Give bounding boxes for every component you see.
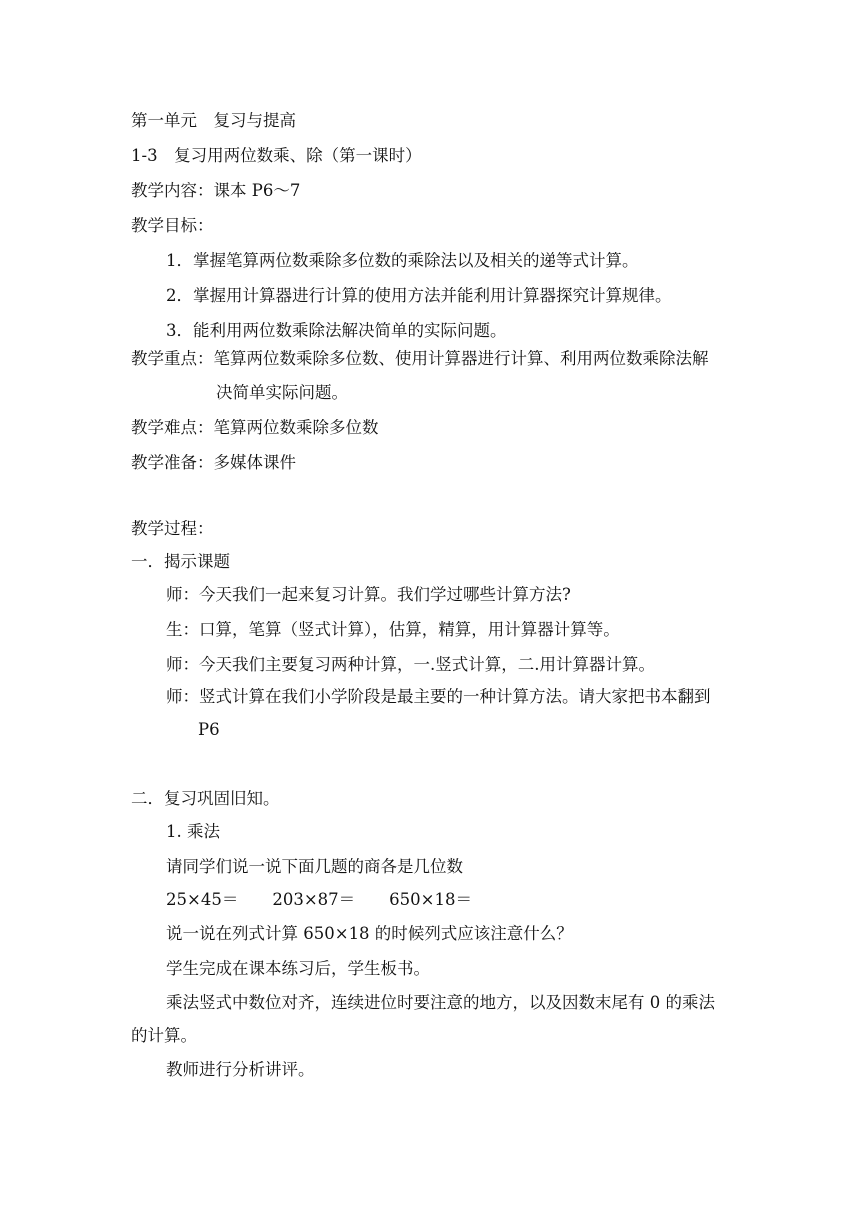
teaching-content: 教学内容：课本 P6～7 xyxy=(131,181,301,200)
note-line-1: 乘法竖式中数位对齐，连续进位时要注意的地方，以及因数末尾有 0 的乘法 xyxy=(166,993,715,1012)
dialogue-line-1: 师：今天我们一起来复习计算。我们学过哪些计算方法? xyxy=(166,585,571,604)
dialogue-line-4: 师：竖式计算在我们小学阶段是最主要的一种计算方法。请大家把书本翻到 xyxy=(166,687,711,706)
question-line: 说一说在列式计算 650×18 的时候列式应该注意什么？ xyxy=(166,924,573,943)
difficult-points: 教学难点：笔算两位数乘除多位数 xyxy=(131,418,379,437)
teacher-line: 教师进行分析讲评。 xyxy=(166,1060,315,1079)
dialogue-line-3: 师：今天我们主要复习两种计算，一.竖式计算，二.用计算器计算。 xyxy=(166,655,655,674)
teaching-preparation: 教学准备：多媒体课件 xyxy=(131,453,296,472)
problem-2: 203×87＝ xyxy=(272,890,356,909)
unit-title: 第一单元 复习与提高 xyxy=(131,111,296,130)
sub-heading-multiplication: 1. 乘法 xyxy=(166,822,220,841)
goals-heading: 教学目标： xyxy=(131,216,214,235)
section-1-heading: 一．揭示课题 xyxy=(131,552,230,571)
section-2-heading: 二．复习巩固旧知。 xyxy=(131,789,280,808)
problem-3: 650×18＝ xyxy=(389,890,472,909)
goal-item-2: 2．掌握用计算器进行计算的使用方法并能利用计算器探究计算规律。 xyxy=(166,286,672,305)
note-line-2: 的计算。 xyxy=(131,1026,197,1045)
key-points-line-1: 教学重点：笔算两位数乘除多位数、使用计算器进行计算、利用两位数乘除法解 xyxy=(131,349,709,368)
lesson-title: 1-3 复习用两位数乘、除（第一课时） xyxy=(131,146,422,165)
goal-item-1: 1．掌握笔算两位数乘除多位数的乘除法以及相关的递等式计算。 xyxy=(166,251,639,270)
process-heading: 教学过程： xyxy=(131,519,214,538)
student-work-line: 学生完成在课本练习后，学生板书。 xyxy=(166,959,430,978)
problem-prompt: 请同学们说一说下面几题的商各是几位数 xyxy=(166,857,463,876)
dialogue-continuation: P6 xyxy=(198,720,220,739)
problem-1: 25×45＝ xyxy=(166,890,239,909)
key-points-line-2: 决简单实际问题。 xyxy=(216,383,348,402)
dialogue-line-2: 生：口算，笔算（竖式计算），估算，精算，用计算器计算等。 xyxy=(166,620,620,639)
problem-row xyxy=(166,888,472,912)
goal-item-3: 3．能利用两位数乘除法解决简单的实际问题。 xyxy=(166,321,507,340)
